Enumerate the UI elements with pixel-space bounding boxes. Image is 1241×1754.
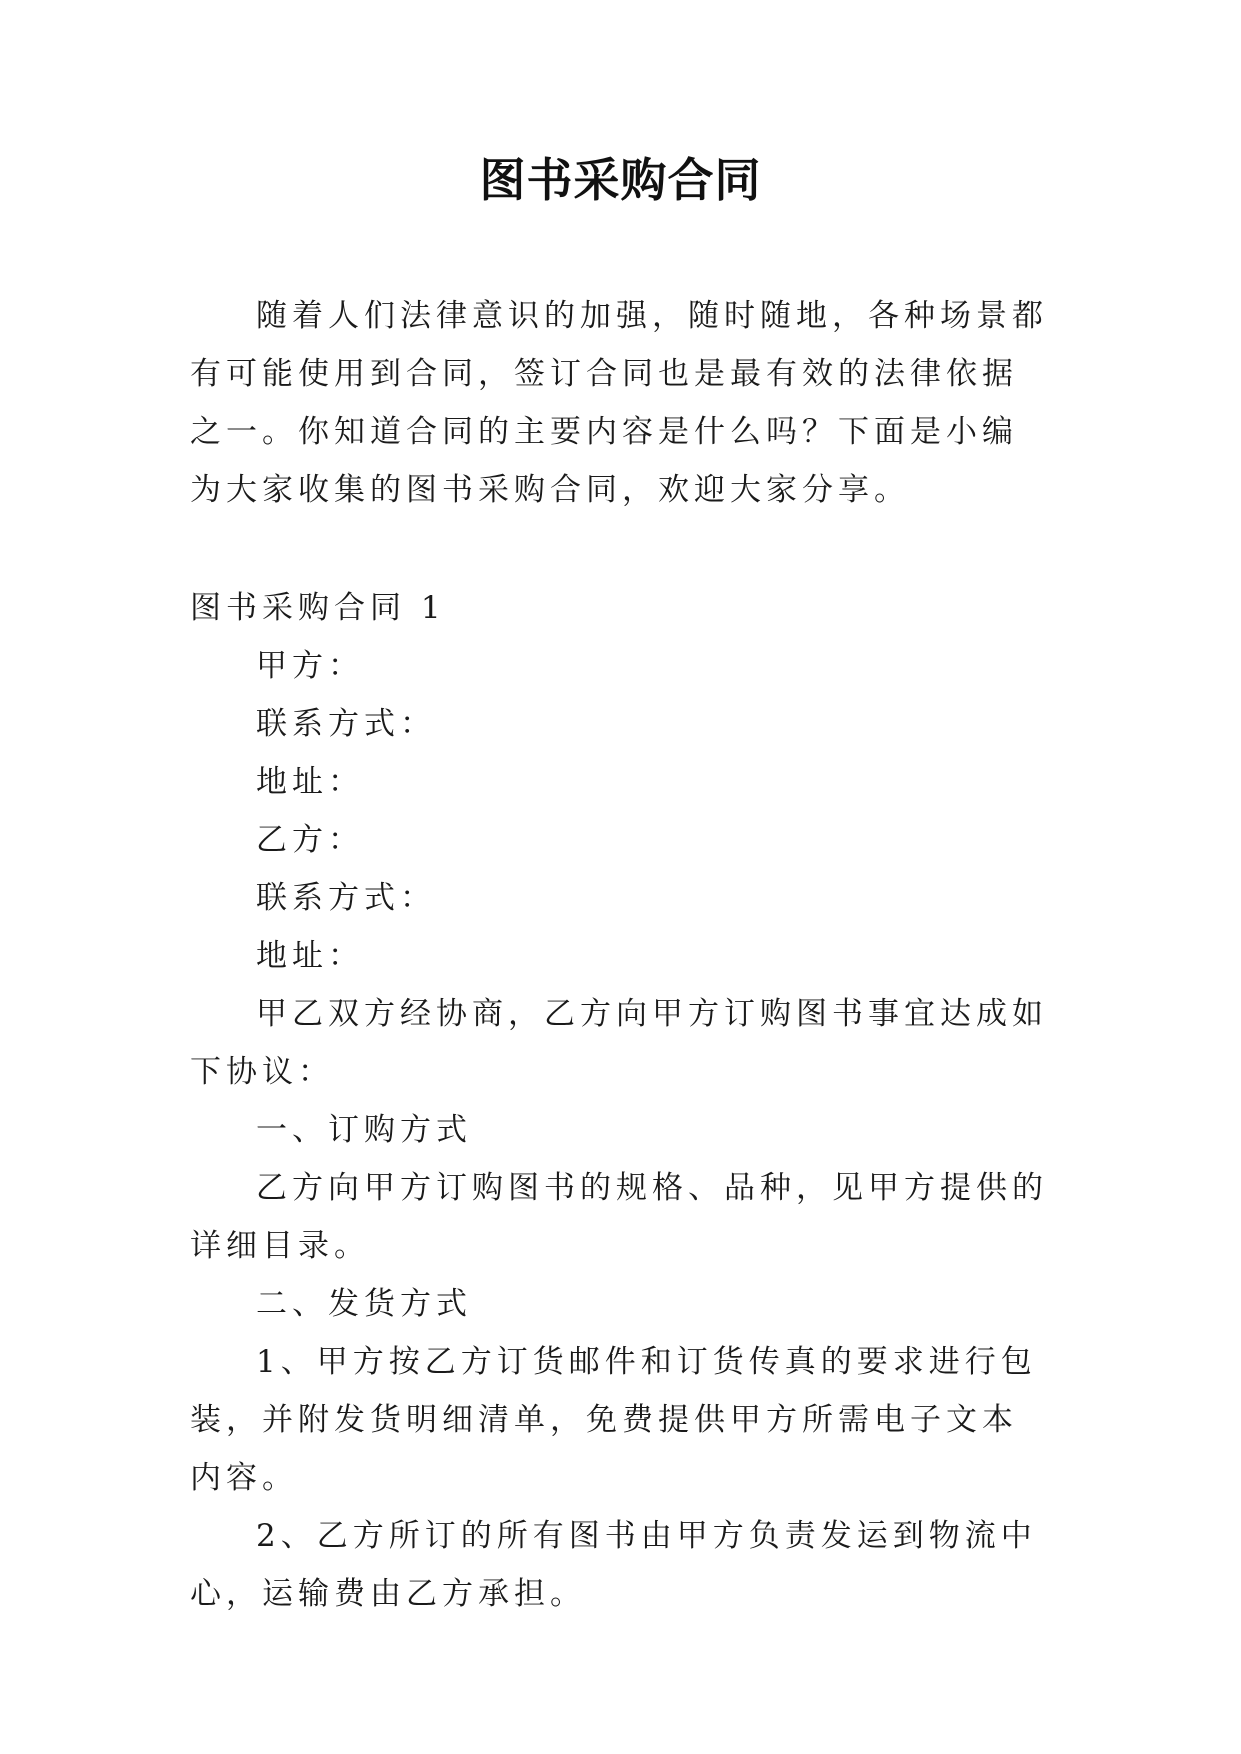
document-title: 图书采购合同: [479, 153, 762, 207]
party-a-contact-line: 联系方式：: [256, 706, 436, 742]
clause2-heading: 二、发货方式: [256, 1286, 472, 1322]
clause1-heading: 一、订购方式: [256, 1112, 472, 1148]
intro-paragraph: 随着人们法律意识的加强，随时随地，各种场景都有可能使用到合同，签订合同也是最有效的法律依据之一。你知道合同的主要内容是什么吗？下面是小编为大家收集的图书采购合同，欢迎大家分享。: [190, 298, 1048, 508]
party-a-address-line: 地址：: [256, 764, 364, 800]
party-b-line: 乙方：: [256, 822, 364, 858]
agreement-intro-paragraph: 甲乙双方经协商，乙方向甲方订购图书事宜达成如下协议：: [190, 996, 1048, 1090]
party-b-address-line: 地址：: [256, 938, 364, 974]
party-b-contact-line: 联系方式：: [256, 880, 436, 916]
document-body: [190, 287, 1050, 1623]
clause1-paragraph: 乙方向甲方订购图书的规格、品种，见甲方提供的详细目录。: [190, 1170, 1048, 1264]
paragraph-gap: [190, 519, 1050, 579]
section-heading: 图书采购合同 1: [190, 590, 446, 626]
clause2-item2-paragraph: 2、乙方所订的所有图书由甲方负责发运到物流中心，运输费由乙方承担。: [190, 1518, 1037, 1612]
party-a-line: 甲方：: [256, 648, 364, 684]
clause2-item1-paragraph: 1、甲方按乙方订货邮件和订货传真的要求进行包装，并附发货明细清单，免费提供甲方所需电子文本内容。: [190, 1344, 1037, 1496]
